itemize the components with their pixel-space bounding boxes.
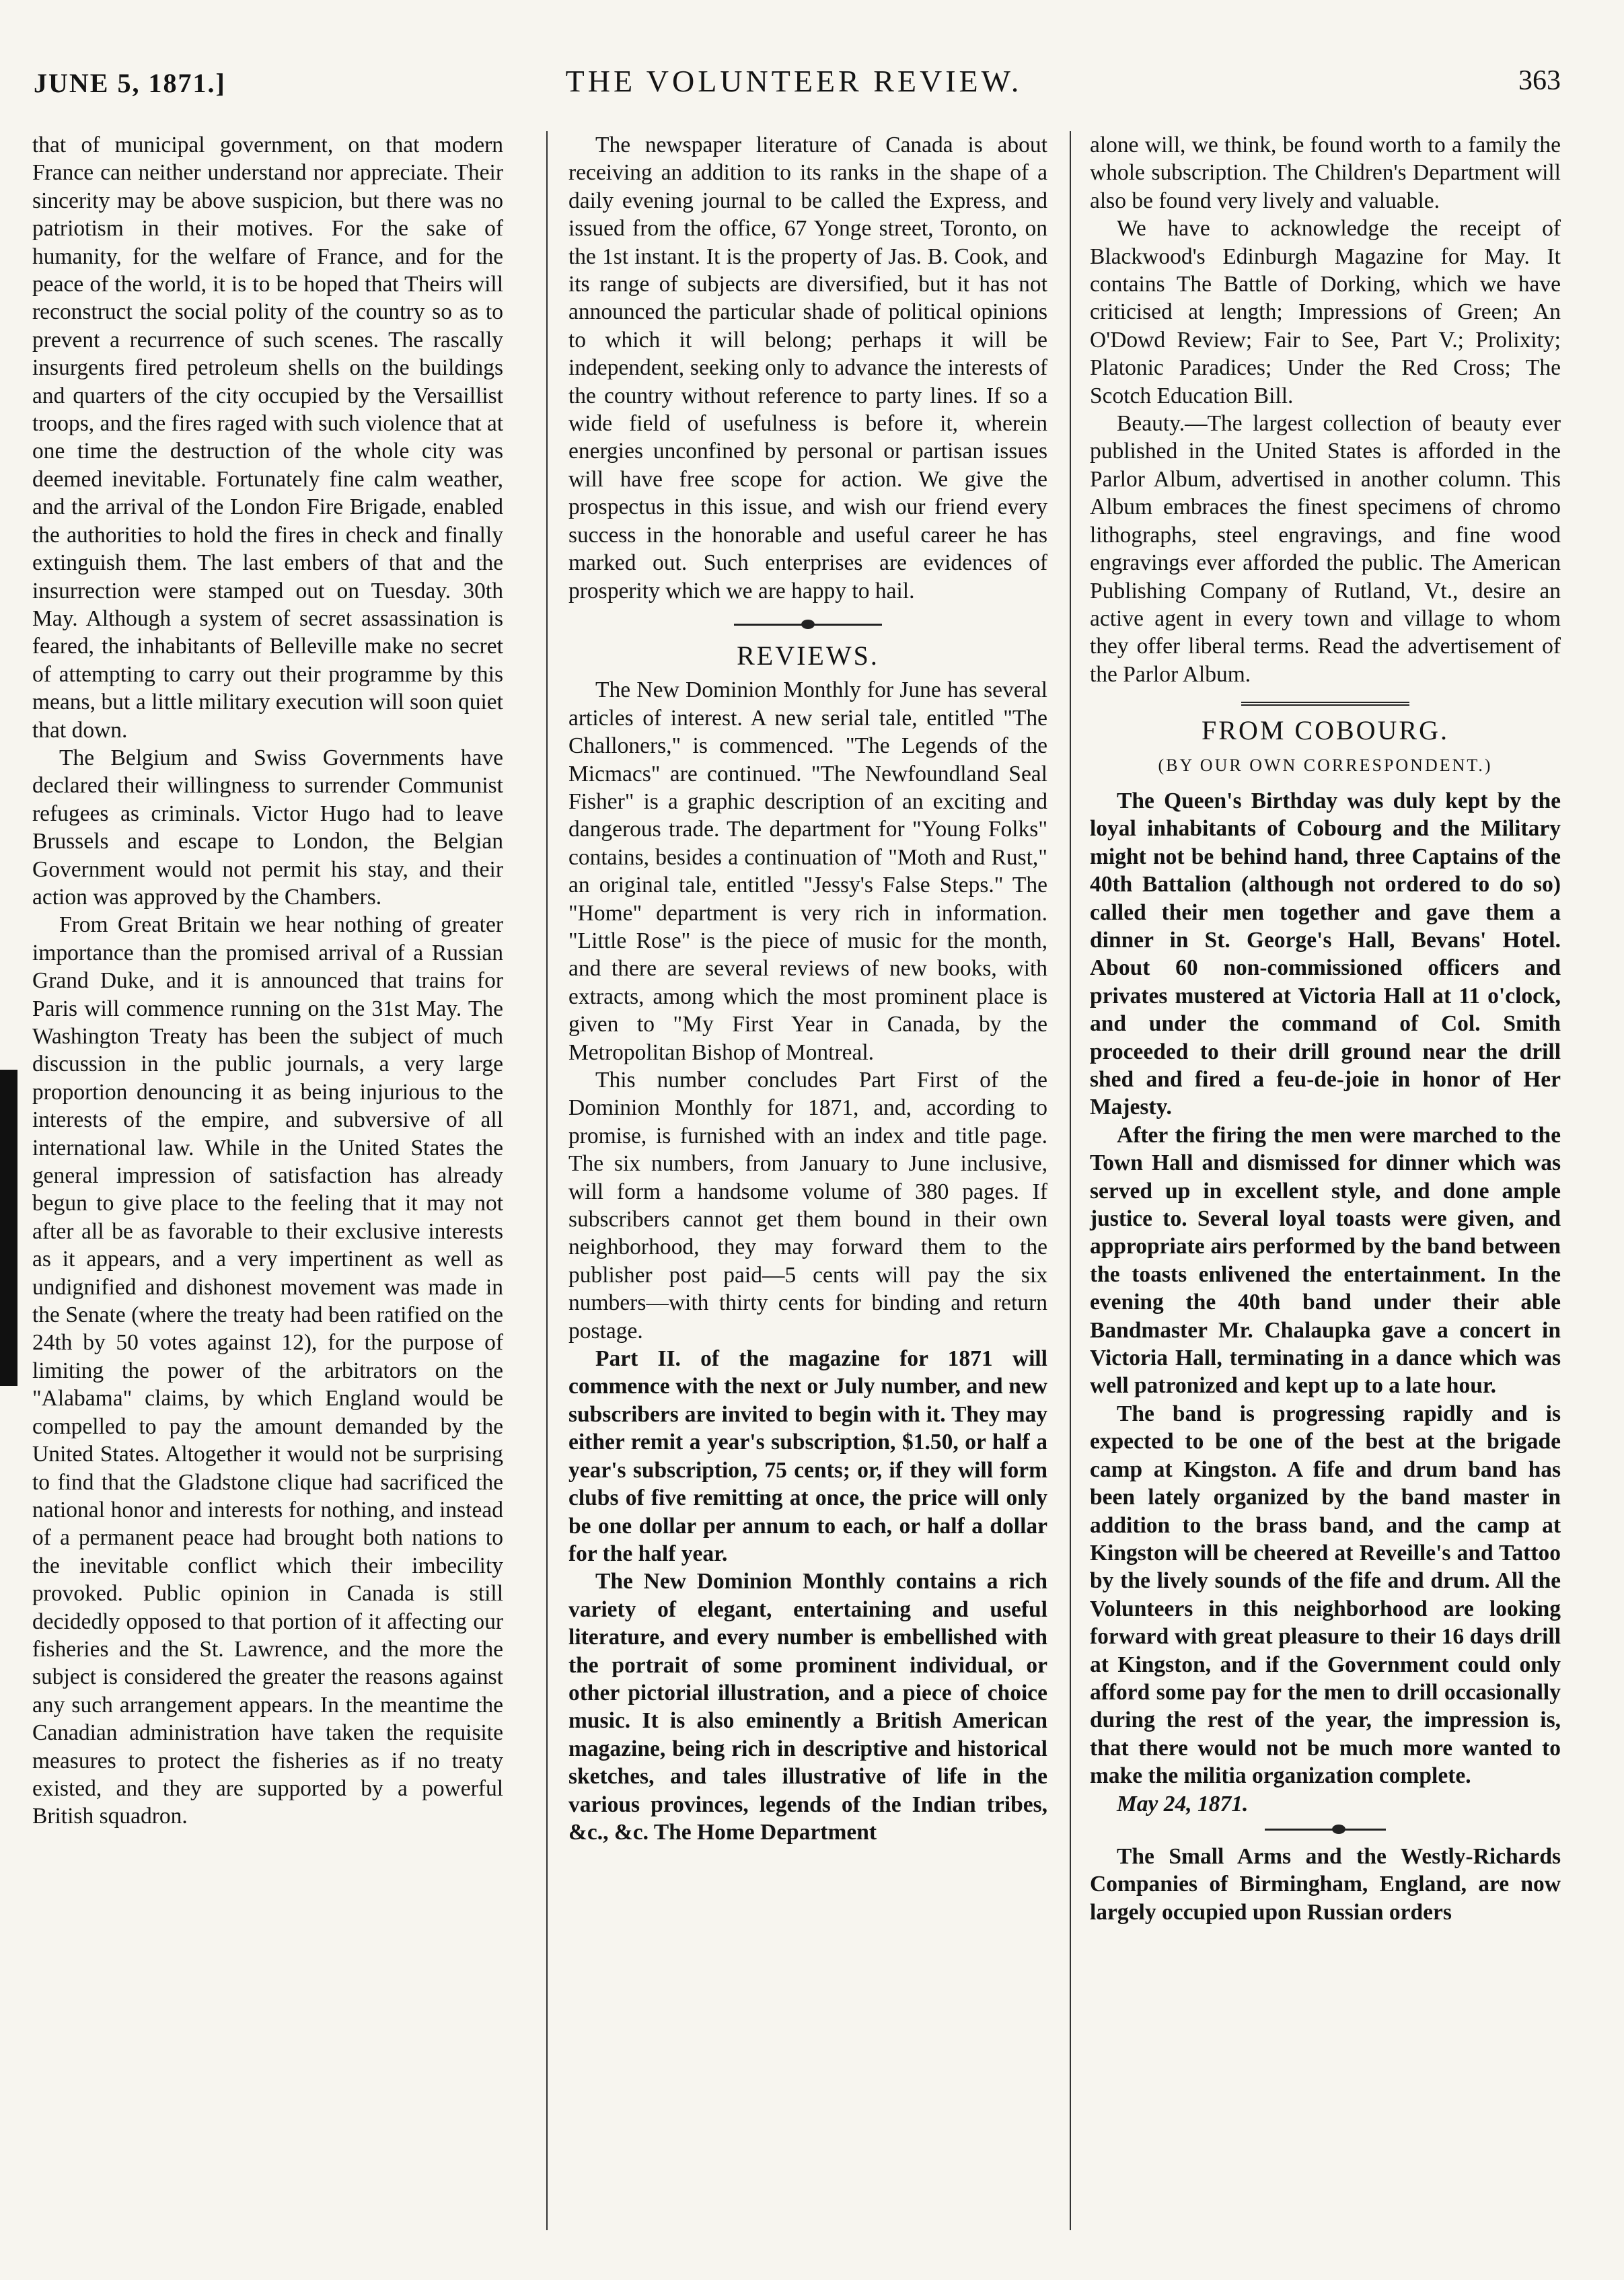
- cobourg-heading: FROM COBOURG.: [1202, 715, 1449, 746]
- issue-date: JUNE 5, 1871.]: [34, 68, 226, 98]
- section-separator: [1241, 702, 1409, 707]
- margin-bar: [0, 1070, 17, 1386]
- reviews-heading: REVIEWS.: [737, 640, 879, 671]
- paragraph-childrens: alone will, we think, be found worth to a family the whole subscription. The Children's Department will also be found very lively and valuable.: [1090, 133, 1561, 213]
- page-number: 363: [1518, 65, 1561, 96]
- review-paragraph: The New Dominion Monthly for June has several articles of interest. A new serial tale, entitled "The Challoners," is commenced. "The Legends of the Micmacs" are continued. "The Newfoundland Seal Fisher" is a graphic description of an exciting and dangerous trade. The department for "Young Folks" contains, besides a continuation of "Moth and Rust," an original tale, entitled "Jessy's False Steps." The "Home" department is very rich in information. "Little Rose" is the piece of music for the month, and there are several reviews of new books, with extracts, among which the most prominent place is given to "My First Year in Canada, by the Metropolitan Bishop of Montreal.: [568, 677, 1047, 1065]
- review-paragraph: The New Dominion Monthly contains a rich variety of elegant, entertaining and useful literature, and every number is embellished with the portrait of some prominent individual, or other pictorial illustration, and a piece of choice music. It is also eminently a British American magazine, being rich in descriptive and historical sketches, and tales illustrative of life in the various provinces, legends of the Indian tribes, &c., &c. The Home Department: [568, 1569, 1047, 1845]
- dateline: May 24, 1871.: [1117, 1791, 1249, 1816]
- section-separator: [734, 624, 882, 626]
- closing-paragraph: The Small Arms and the Westly-Richards Companies of Birmingham, England, are now largely occupied upon Russian orders: [1090, 1843, 1561, 1925]
- column-3: [1090, 131, 1561, 1926]
- paragraph-belgium: The Belgium and Swiss Governments have declared their willingness to surrender Communist refugees as criminals. Victor Hugo had to leave Brussels and escape to London, the Belgian Government would not permit his stay, and their action was approved by the Chambers.: [32, 745, 503, 910]
- column-rule-2: [1070, 131, 1071, 2230]
- correspondent-byline: (BY OUR OWN CORRESPONDENT.): [1158, 755, 1493, 775]
- column-rule-1: [546, 131, 548, 2230]
- paragraph-great-britain: From Great Britain we hear nothing of greater importance than the promised arrival of a Russian Grand Duke, and it is announced that trains for Paris will commence running on the 31st May. The Washington Treaty has been the subject of much discussion in the public journals, a very large proportion denouncing it as being injurious to the interests of the empire, and subversive of all international law. While in the United States the general impression of satisfaction has already begun to give place to the feeling that it may not after all be as favorable to their exclusive interests as it appears, and a very impertinent as well as undignified and dishonest movement was made in the Senate (where the treaty had been ratified on the 24th by 50 votes against 12), for the purpose of limiting the power of the arbitrators on the "Alabama" claims, by which England would be compelled to pay the amount demanded by the United States. Altogether it would not be surprising to find that the Gladstone clique had sacrificed the national honor and interests for nothing, and instead of a permanent peace had brought both nations to the inevitable conflict which their imbecility provoked. Public opinion in Canada is still decidedly opposed to that portion of it affecting our fisheries and the St. Lawrence, and the more the subject is considered the greater the reasons against any such arrangement appears. In the meantime the Canadian administration have taken the requisite measures to protect the fisheries as if no treaty existed, and they are supported by a powerful British squadron.: [32, 912, 503, 1829]
- paragraph-express: The newspaper literature of Canada is about receiving an addition to its ranks in the shape of a daily evening journal to be called the Express, and issued from the office, 67 Yonge street, Toronto, on the 1st instant. It is the property of Jas. B. Cook, and its range of subjects are diversified, but it has not announced the particular shade of political opinions to which it will belong; perhaps it will be independent, seeking only to advance the interests of the country without reference to party lines. If so a wide field of usefulness is before it, wherein energies unconfined by personal or partisan issues will have free scope for action. We give the prospectus in this issue, and wish our friend every success in the honorable and useful career he has marked out. Such enterprises are evidences of prosperity which we are happy to hail.: [568, 133, 1047, 603]
- paragraph-blackwoods: We have to acknowledge the receipt of Blackwood's Edinburgh Magazine for May. It contains The Battle of Dorking, which we have criticised at length; Impressions of Green; An O'Dowd Review; Fair to See, Part V.; Prolixity; Platonic Paradices; Under the Red Cross; The Scotch Education Bill.: [1090, 216, 1561, 408]
- page-header: [27, 54, 1561, 108]
- review-paragraph: Part II. of the magazine for 1871 will commence with the next or July number, and new subscribers are invited to begin with it. They may either remit a year's subscription, $1.50, or half a year's subscription, 75 cents; or, if they will form clubs of five remitting at once, the price will only be one dollar per annum to each, or half a dollar for the half year.: [568, 1346, 1047, 1566]
- column-2: [568, 131, 1047, 1846]
- paragraph-beauty: Beauty.—The largest collection of beauty ever published in the United States is afforded in the Parlor Album, advertised in another column. This Album embraces the finest specimens of chromo lithographs, steel engravings, and fine wood engravings ever afforded the public. The American Publishing Company of Rutland, Vt., desire an active agent in every town and village to whom they offer liberal terms. Read the advertisement of the Parlor Album.: [1090, 411, 1561, 687]
- masthead-title: THE VOLUNTEER REVIEW.: [565, 64, 1023, 98]
- paragraph-france: that of municipal government, on that modern France can neither understand nor appreciate. Their sincerity may be above suspicion, but there was no patriotism in their motives. For the sake of humanity, for the welfare of France, and for the peace of the world, it is to be hoped that Theirs will reconstruct the social polity of the country so as to prevent a recurrence of such scenes. The rascally insurgents fired petroleum shells on the buildings and quarters of the city occupied by the Versaillist troops, and the fires raged with such violence that at one time the destruction of the whole city was deemed inevitable. Fortunately fine calm weather, and the arrival of the London Fire Brigade, enabled the authorities to hold the fires in check and finally extinguish them. The last embers of that and the insurrection were stamped out on Tuesday. 30th May. Although a system of secret assassination is feared, the inhabitants of Belleville make no secret of attempting to carry out their programme by this means, but a little military execution will soon quiet that down.: [32, 133, 503, 743]
- column-1: [32, 131, 503, 1831]
- cobourg-paragraph: The Queen's Birthday was duly kept by the loyal inhabitants of Cobourg and the Military might not be behind hand, three Captains of the 40th Battalion (although not ordered to do so) called their men together and gave them a dinner in St. George's Hall, Bevans' Hotel. About 60 non-commissioned officers and privates mustered at Victoria Hall at 11 o'clock, and under the command of Col. Smith proceeded to their drill ground near the drill shed and fired a feu-de-joie in honor of Her Majesty.: [1090, 788, 1561, 1120]
- review-paragraph: This number concludes Part First of the Dominion Monthly for 1871, and, according to promise, is furnished with an index and title page. The six numbers, from January to June inclusive, will form a handsome volume of 380 pages. If subscribers cannot get them bound in their own neighborhood, they may forward them to the publisher post paid—5 cents will pay the six numbers—with thirty cents for binding and return postage.: [568, 1068, 1047, 1344]
- section-separator: [1265, 1829, 1386, 1831]
- cobourg-paragraph: The band is progressing rapidly and is expected to be one of the best at the brigade camp at Kingston. A fife and drum band has been lately organized by the band master in addition to the brass band, and the camp at Kingston will be cheered at Reveille's and Tattoo by the lively sounds of the fife and drum. All the Volunteers in this neighborhood are looking forward with great pleasure to their 16 days drill at Kingston, and if the Government could only afford some pay for the men to drill occasionally during the rest of the year, the impression is, that there would not be much more wanted to make the militia organization complete.: [1090, 1401, 1561, 1789]
- cobourg-paragraph: After the firing the men were marched to the Town Hall and dismissed for dinner which was served up in excellent style, and done ample justice to. Several loyal toasts were given, and appropriate airs performed by the band between the toasts enlivened the entertainment. In the evening the 40th band under their able Bandmaster Mr. Chalaupka gave a concert in Victoria Hall, terminating in a dance which was well patronized and kept up to a late hour.: [1090, 1122, 1561, 1399]
